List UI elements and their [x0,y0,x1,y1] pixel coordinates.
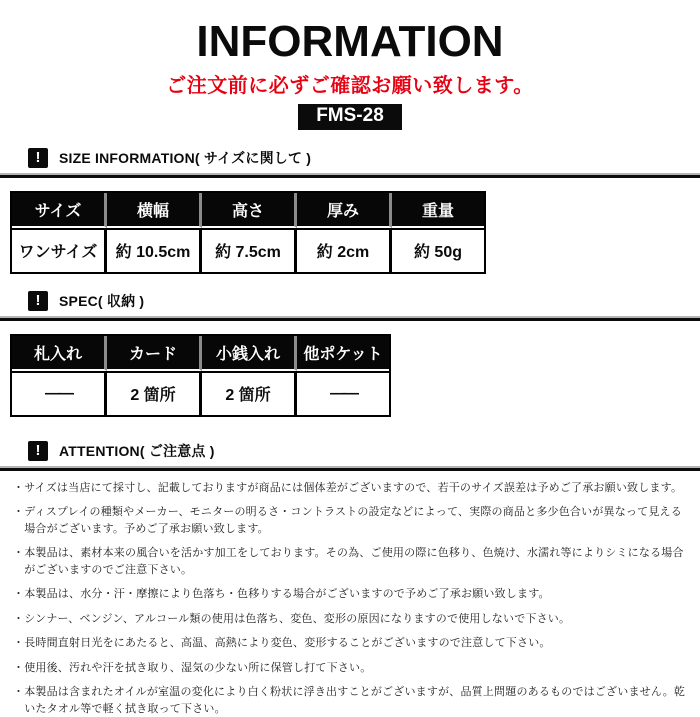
weight-value: 約 50g [392,228,484,272]
col-header-height: 高さ [202,193,297,228]
spec-table-header-row [12,336,389,371]
spec-section-header [0,291,700,312]
note-text: 本製品は、水分・汗・摩擦により色落ち・色移りする場合がございますので予めご了承お願い致します。 [24,588,550,601]
other-pocket-value-dash: ―― [297,371,389,415]
height-value: 約 7.5cm [202,228,297,272]
attention-section [0,441,700,717]
bullet-marker: ・ [13,588,25,601]
attention-note [13,611,690,628]
model-code-badge: FMS-28 [298,104,402,130]
spec-section [0,291,700,417]
card-slots-value: 2 箇所 [107,371,202,415]
attention-note [13,480,690,497]
exclamation-icon: ! [28,148,48,168]
bullet-marker: ・ [13,637,25,650]
bullet-marker: ・ [13,481,25,494]
order-confirmation-notice: ご注文前に必ずご確認お願い致します。 [166,75,534,97]
section-divider [0,316,700,321]
attention-note [13,504,690,537]
note-text: シンナー、ベンジン、アルコール類の使用は色落ち、変色、変形の原因になりますので使用しないで下さい。 [24,612,571,625]
section-divider [0,173,700,178]
bullet-marker: ・ [13,661,25,674]
attention-notes-list [0,480,700,717]
bullet-marker: ・ [13,612,25,625]
size-table [10,191,486,274]
col-header-coin-pocket: 小銭入れ [202,336,297,371]
note-text: 本製品は、素材本来の風合いを活かす加工をしております。その為、ご使用の際に色移り、色焼け、水濡れ等によりシミになる場合がございますのでご注意下さい。 [24,547,684,576]
size-value: ワンサイズ [12,228,107,272]
size-section-header [0,148,700,169]
width-value: 約 10.5cm [107,228,202,272]
col-header-bill-pocket: 札入れ [12,336,107,371]
size-section-title: SIZE INFORMATION( サイズに関して ) [59,150,312,167]
exclamation-icon: ! [28,291,48,311]
size-table-row [12,228,484,272]
thickness-value: 約 2cm [297,228,392,272]
attention-note [13,586,690,603]
spec-section-title: SPEC( 収納 ) [59,293,145,310]
attention-section-header [0,441,700,462]
size-table-header-row [12,193,484,228]
note-text: サイズは当店にて採寸し、記載しておりますが商品には個体差がございますので、若干のサイズ誤差は予めご了承お願い致します。 [24,481,683,494]
attention-note [13,660,690,677]
note-text: ディスプレイの種類やメーカー、モニターの明るさ・コントラストの設定などによって、実際の商品と多少色合いが異なって見える場合がございます。予めご了承お願い致します。 [24,506,682,535]
bullet-marker: ・ [13,686,25,699]
page-header [0,0,700,130]
spec-table [10,334,391,417]
attention-note [13,545,690,578]
col-header-weight: 重量 [392,193,484,228]
col-header-card: カード [107,336,202,371]
col-header-width: 横幅 [107,193,202,228]
col-header-size: サイズ [12,193,107,228]
attention-note [13,684,690,717]
col-header-thickness: 厚み [297,193,392,228]
coin-pocket-value: 2 箇所 [202,371,297,415]
bill-pocket-value-dash: ―― [12,371,107,415]
col-header-other-pocket: 他ポケット [297,336,389,371]
exclamation-icon: ! [28,441,48,461]
spec-table-row [12,371,389,415]
size-information-section [0,148,700,274]
note-text: 本製品は含まれたオイルが室温の変化により白く粉状に浮き出すことがございますが、品質上問題のあるものではございません。乾いたタオル等で軽く拭き取って下さい。 [24,686,686,715]
note-text: 使用後、汚れや汗を拭き取り、湿気の少ない所に保管し打て下さい。 [24,661,372,674]
section-divider [0,466,700,471]
note-text: 長時間直射日光をにあたると、高温、高熱により変色、変形することがございますので注意して下さい。 [24,637,551,650]
attention-note [13,635,690,652]
page-title: INFORMATION [196,17,504,66]
bullet-marker: ・ [13,547,25,560]
bullet-marker: ・ [13,506,25,519]
attention-section-title: ATTENTION( ご注意点 ) [59,443,215,460]
